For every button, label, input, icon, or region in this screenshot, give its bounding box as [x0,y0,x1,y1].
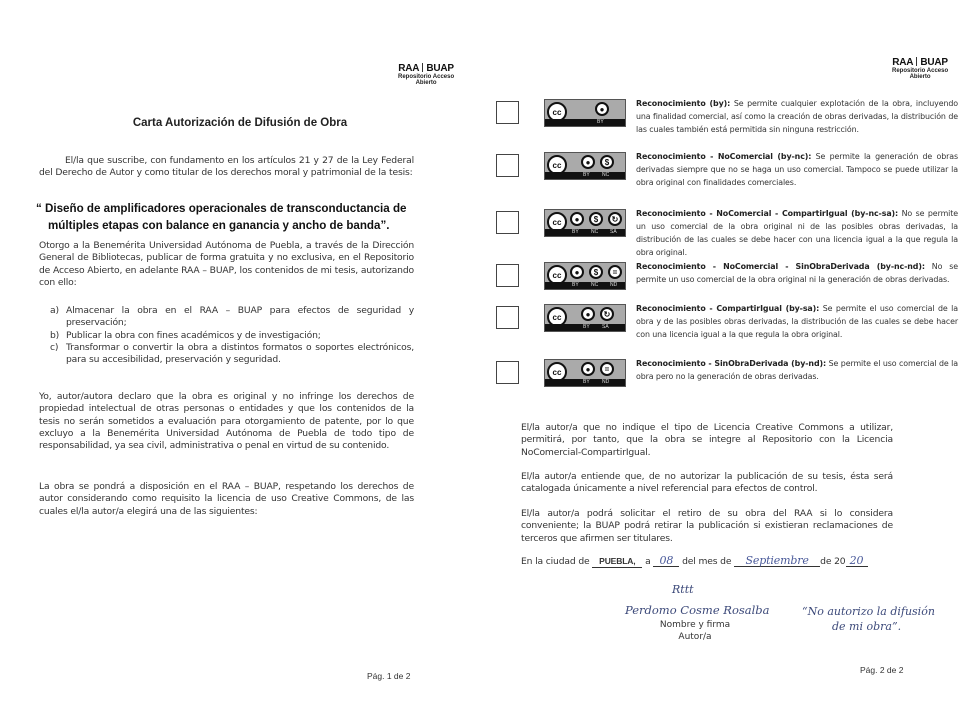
badge-band [545,119,625,126]
signature-label [645,619,745,643]
license-title: Reconocimiento - SinObraDerivada (by-nd): [636,359,827,368]
attribution-icon: ● [570,265,584,279]
license-description [636,207,958,259]
noderivatives-icon: = [600,362,614,376]
logo-subtitle-2: Abierto [415,80,437,86]
badge-label: SA [602,324,609,330]
raa-buap-logo [398,63,454,86]
badge-band [545,282,625,289]
no-authorization-note: El/la autor/a entiende que, de no autorizar la publicación de su tesis, ésta será catalogada únicamente a nivel referencial para efectos de control. [521,471,893,495]
thesis-title [36,200,426,234]
list-item [50,305,414,330]
license-title: Reconocimiento - NoComercial - CompartirIgual (by-nc-sa): [636,209,899,218]
badge-label: BY [583,172,590,178]
handwritten-note-line-2: de mi obra”. [832,620,902,633]
license-checkbox[interactable] [496,101,519,124]
badge-label: ND [602,379,610,385]
noncommercial-icon: $ [589,265,603,279]
noncommercial-icon: $ [589,212,603,226]
logo-subtitle-2: Abierto [909,74,931,80]
license-text: Se permite el uso comercial de la obra pero no la generación de obras derivadas. [636,359,958,382]
document-title: Carta Autorización de Difusión de Obra [132,117,348,129]
date-month-prefix: del mes de [679,556,735,567]
badge-label: SA [610,229,617,235]
license-title: Reconocimiento - CompartirIgual (by-sa): [636,304,820,313]
license-title: Reconocimiento - NoComercial - SinObraDerivada (by-nc-nd): [636,262,925,271]
cc-license-badge [544,262,626,290]
cc-license-badge [544,304,626,332]
page-number: Pág. 1 de 2 [367,671,411,681]
license-checkbox[interactable] [496,264,519,287]
cc-icon: cc [547,362,567,382]
license-description [636,302,958,341]
date-city: PUEBLA, [592,556,642,568]
cc-license-badge [544,99,626,127]
declaration-paragraph: Yo, autor/autora declaro que la obra es original y no infringe los derechos de propiedad intelectual de otras personas o entidades y que los contenidos de la tesis no serán sometidos a evaluación para otorgamiento de patente, por lo que excluyo a la Benemérita Universidad Autónoma de Puebla de todo tipo de responsabilidad, ya sea civil, administrativa o penal en virtud de su contenido. [39,391,414,452]
license-text: Se permite la generación de obras derivadas siempre que no se haga un uso comercial. Tampoco se puede utilizar la obra original con finalidades comerciales. [636,152,958,188]
thesis-title-line-1: “ Diseño de amplificadores operacionales de transconductancia de [36,202,407,215]
logo-divider [916,57,917,66]
sharealike-icon: ↻ [600,307,614,321]
badge-label: NC [591,229,599,235]
page-2 [480,0,960,720]
creative-commons-paragraph: La obra se pondrá a disposición en el RAA – BUAP, respetando los derechos de autor considerando como requisito la licencia de uso Creative Commons, de las cuales el/la autor/a elegirá una de las siguientes: [39,481,414,517]
default-license-note: El/la autor/a que no indique el tipo de Licencia Creative Commons a utilizar, permitirá, por tanto, que la obra se integre al Repositorio con la Licencia NoComercial-CompartirIgual. [521,422,893,458]
badge-label: NC [591,282,599,288]
handwritten-note-line-1: “No autorizo la difusión [802,605,935,618]
list-text: Almacenar la obra en el RAA – BUAP para efectos de seguridad y preservación; [66,305,414,329]
license-description [636,260,958,286]
list-item [50,330,414,342]
badge-label: NC [602,172,610,178]
license-description [636,150,958,189]
license-description [636,97,958,136]
signature-label-line-1: Nombre y firma [659,620,731,630]
grant-paragraph: Otorgo a la Benemérita Universidad Autónoma de Puebla, a través de la Dirección General de Bibliotecas, publicar de forma gratuita y no exclusiva, en el Repositorio de Acceso Abierto, en adelante RAA – BUAP, los contenidos de mi tesis, autorizando con ello: [39,240,414,288]
cc-icon: cc [547,307,567,327]
logo-buap: BUAP [920,57,948,68]
license-title: Reconocimiento (by): [636,99,731,108]
withdrawal-note: El/la autor/a podrá solicitar el retiro de su obra del RAA si lo considera conveniente; la BUAP podrá retirar la publicación si existieran reclamaciones de terceros que afirmen ser titulares. [521,508,893,544]
badge-band [545,172,625,179]
authorization-list [50,305,414,366]
list-marker: c) [50,341,59,353]
list-text: Transformar o convertir la obra a distintos formatos o soportes electrónicos, para su accesibilidad, preservación y seguridad. [66,341,414,366]
license-title: Reconocimiento - NoComercial (by-nc): [636,152,812,161]
date-prefix: En la ciudad de [521,556,593,567]
badge-label: BY [572,282,579,288]
cc-license-badge [544,359,626,387]
list-marker: b) [50,329,60,341]
license-text: No se permite un uso comercial de la obra original ni la generación de obras derivadas. [636,262,958,285]
signature-scrawl: Rttt [672,583,694,596]
thesis-title-line-2: múltiples etapas con balance en ganancia y ancho de banda”. [48,219,390,232]
badge-label: BY [597,119,604,125]
license-checkbox[interactable] [496,211,519,234]
badge-label: BY [583,379,590,385]
attribution-icon: ● [581,362,595,376]
badge-band [545,379,625,386]
date-year: 20 [846,555,868,567]
badge-band [545,229,625,236]
cc-icon: cc [547,102,567,122]
list-text: Publicar la obra con fines académicos y de investigación; [66,329,321,341]
license-checkbox[interactable] [496,154,519,177]
license-checkbox[interactable] [496,306,519,329]
logo-raa: RAA [892,57,914,68]
date-month: Septiembre [734,555,820,567]
attribution-icon: ● [570,212,584,226]
page-number: Pág. 2 de 2 [860,665,904,675]
attribution-icon: ● [595,102,609,116]
date-line [521,555,901,568]
license-text: Se permite cualquier explotación de la obra, incluyendo una finalidad comercial, así como la creación de obras derivadas, la distribución de las cuales también está permitida sin ninguna restricción. [636,99,958,135]
badge-band [545,324,625,331]
logo-subtitle-1: Repositorio Acceso [892,68,949,74]
logo-divider [422,63,423,72]
raa-buap-logo [892,57,948,80]
logo-subtitle-1: Repositorio Acceso [398,74,455,80]
date-a: a [642,556,654,567]
noderivatives-icon: = [608,265,622,279]
sharealike-icon: ↻ [608,212,622,226]
attribution-icon: ● [581,307,595,321]
handwritten-name: Perdomo Cosme Rosalba [625,603,770,617]
cc-license-badge [544,209,626,237]
badge-label: BY [583,324,590,330]
cc-license-badge [544,152,626,180]
license-checkbox[interactable] [496,361,519,384]
date-year-prefix: de 20 [820,556,846,567]
signature-label-line-2: Autor/a [678,632,712,642]
badge-label: BY [572,229,579,235]
logo-raa: RAA [398,63,420,74]
intro-paragraph: El/la que suscribe, con fundamento en los artículos 21 y 27 de la Ley Federal del Derecho de Autor y como titular de los derechos moral y patrimonial de la tesis: [39,155,414,179]
cc-icon: cc [547,265,567,285]
handwritten-note [802,604,935,634]
cc-icon: cc [547,212,567,232]
list-marker: a) [50,305,59,316]
attribution-icon: ● [581,155,595,169]
license-text: Se permite el uso comercial de la obra y de las posibles obras derivadas, la distribución de las cuales se debe hacer con una licencia igual a la que regula la obra original. [636,304,959,340]
license-text: No se permite un uso comercial de la obra original ni de las posibles obras derivadas, la distribución de las cuales se debe hacer con una licencia igual a la que regula la obra original. [636,209,958,258]
license-description [636,357,958,383]
cc-icon: cc [547,155,567,175]
badge-label: ND [610,282,618,288]
date-day: 08 [653,555,679,567]
noncommercial-icon: $ [600,155,614,169]
logo-buap: BUAP [426,63,454,74]
list-item [50,342,414,367]
